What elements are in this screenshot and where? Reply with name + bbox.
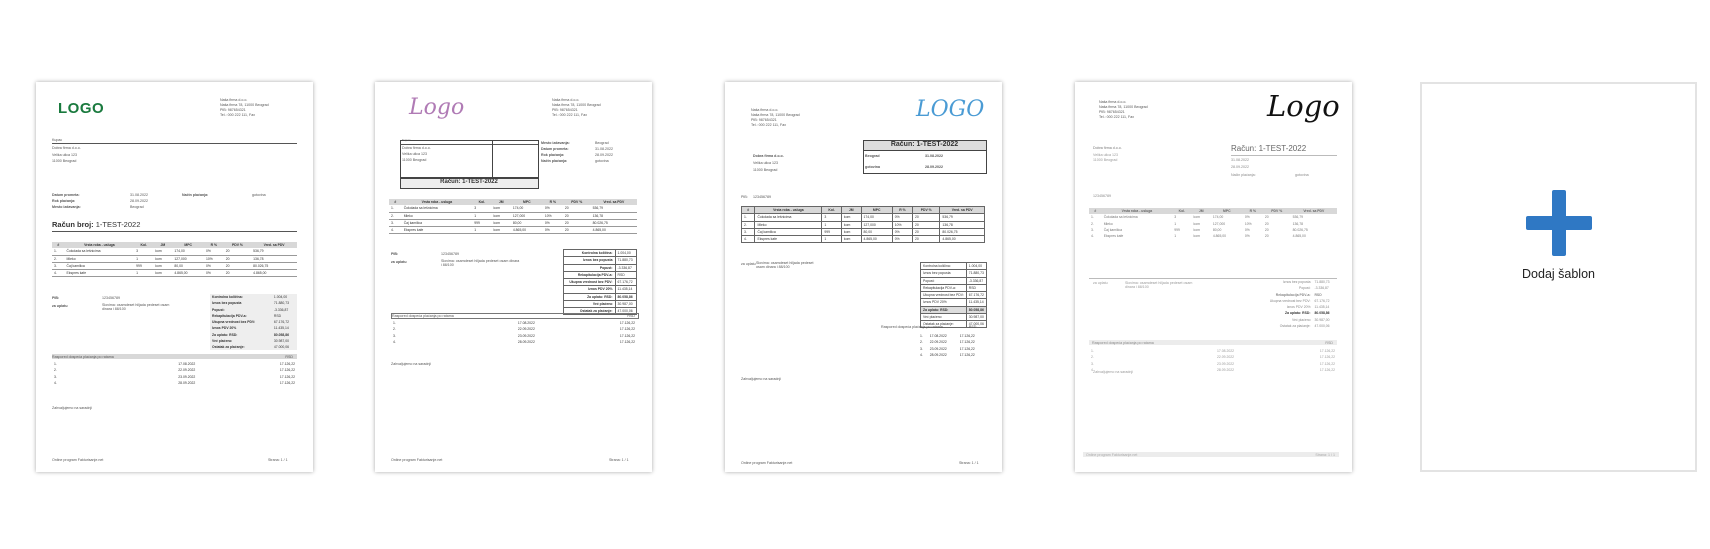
- totals-table: Iznos bez popusta 71.880,73 Popust: -3.336,87 Rekapitulacija PDV-a: RSD Ukupna vrednost bez PDV: 67.176,72 Iznos PDV 20% 11.435,14 Za uplatu: RSD: 80.058,86 Već plaćeno 30.987,00 Ostatak za plaćanje: 47.000,06: [1269, 280, 1330, 328]
- buyer-street: Velika ulica 123: [402, 152, 427, 156]
- due-label: Rok plaćanja:: [541, 153, 565, 157]
- buyer-name: Dobra firma d.o.o.: [402, 146, 431, 150]
- date-value: 31.08.2022: [130, 193, 148, 197]
- table-row: 4. Ekspres kafe 1 kom 4.865,00 0% 20 4.865,00: [52, 270, 297, 277]
- template-card-1[interactable]: [36, 82, 313, 472]
- footer-text: Online program Fakturisanje.net: [741, 461, 793, 465]
- due-label: Rok plaćanja:: [52, 199, 76, 203]
- note-label: za uplatu: [391, 260, 407, 264]
- template-card-3[interactable]: [725, 82, 1002, 472]
- page-number: Strana: 1 / 1: [1315, 452, 1335, 457]
- buyer-label: Kupac: [402, 138, 411, 142]
- place-label: Mesto izdavanja:: [52, 205, 81, 209]
- table-row: 3. Čaj kamilica 999 kom 80,00 0% 20 80.026,75: [52, 262, 297, 269]
- seller-address: Naša firma 78, 11000 Beograd: [552, 103, 601, 107]
- table-row: 2. Mleko 1 kom 127,000 10% 20 136,78: [52, 255, 297, 262]
- footer-text: Online program Fakturisanje.net: [1086, 452, 1138, 457]
- place-value: Beograd: [130, 205, 144, 209]
- template-preview-1: [36, 82, 313, 472]
- due-value: 28.09.2022: [1231, 165, 1249, 169]
- seller-name: Naša firma d.o.o.: [751, 108, 779, 112]
- note-label: za uplatu: [741, 262, 756, 266]
- seller-pib: PIB: 987654321: [751, 118, 777, 122]
- seller-tel: Tel.: 000 222 111, Fax: [220, 113, 256, 117]
- note-value: Slovima: osamdeset hiljada pedeset osam dinara i 88/100: [441, 259, 520, 268]
- items-table: # Vrsta roba - usluga Kol. JM MPC R % PDV % Vred. sa PDV 1. Čokolada sa lešnicima 3 kom 174,00 0% 20 536,79 2. Mleko 1 kom 127,000 10% 20 136,78 3. Čaj kamilica 999 kom 80,00 0% 20 80.026,75 4. Ekspres kafe 1 kom 4.865,00 0% 20 4.865,00: [741, 206, 985, 243]
- table-row: 2. Mleko 1 kom 127,000 10% 20 136,78: [742, 221, 985, 228]
- template-preview-4: [1075, 82, 1352, 472]
- company-logo: LOGO: [916, 97, 985, 122]
- date-value: 31.08.2022: [925, 154, 943, 158]
- buyer-street: Velika ulica 123: [52, 153, 77, 157]
- installments-table: 1. 17.08.2022 17.126,22 2. 22.09.2022 17.126,22 3. 23.09.2022 17.126,22 4. 28.09.2022 17.126,22: [393, 321, 635, 344]
- plus-icon[interactable]: [1526, 190, 1592, 256]
- installments-header: Raspored dospeća plaćanja po ratama RSD: [391, 313, 639, 319]
- installments-table: 1. 17.08.2022 17.126,22 2. 22.09.2022 17.126,22 3. 23.09.2022 17.126,22 4. 28.09.2022 17.126,22: [920, 334, 975, 357]
- place-value: Beograd: [595, 141, 609, 145]
- table-row: 3. Čaj kamilica 999 kom 80,00 0% 20 80.026,75: [1091, 227, 1308, 232]
- note-value: Slovima: osamdeset hiljada pedeset osam dinara i 88/100: [102, 303, 170, 312]
- due-value: 28.09.2022: [925, 165, 943, 169]
- place-value: Beograd: [865, 154, 880, 158]
- date-value: 31.08.2022: [595, 147, 613, 151]
- buyer-name: Dobra firma d.o.o.: [52, 146, 81, 150]
- company-logo: LOGO: [58, 100, 105, 117]
- pay-label: Način plaćanja:: [182, 193, 209, 197]
- installments-header: Raspored dospeća plaćanja po ratama RSD: [52, 354, 297, 359]
- seller-tel: Tel.: 000 222 111, Fax: [751, 123, 787, 127]
- footer-text: Online program Fakturisanje.net: [52, 458, 104, 462]
- note-value: Slovima: osamdeset hiljada pedeset osam dinara i 88/100: [1125, 281, 1193, 290]
- date-label: Datum prometa:: [52, 193, 80, 197]
- thanks-text: Zahvaljujemo na saradnji: [52, 406, 92, 410]
- buyer-city: 11000 Beograd: [52, 159, 77, 163]
- note-label: za uplatu: [52, 304, 68, 308]
- seller-name: Naša firma d.o.o.: [220, 98, 248, 102]
- buyer-city: 11000 Beograd: [753, 168, 778, 172]
- thanks-text: Zahvaljujemo na saradnji: [741, 377, 781, 381]
- invoice-title: Račun broj: 1-TEST-2022: [52, 220, 141, 229]
- buyer-pib-value: 123456789: [1093, 194, 1111, 198]
- table-row: 3. Čaj kamilica 999 kom 80,00 0% 20 80.026,75: [389, 219, 637, 226]
- buyer-name: Dobra firma d.o.o.: [753, 154, 784, 158]
- buyer-city: 11000 Beograd: [402, 158, 427, 162]
- seller-name: Naša firma d.o.o.: [552, 98, 580, 102]
- company-logo: Logo: [1267, 89, 1340, 123]
- due-value: 28.09.2022: [130, 199, 148, 203]
- thanks-text: Zahvaljujemo na saradnji: [391, 362, 431, 366]
- installments-header: Raspored dospeća plaćanja po ratama RSD: [881, 325, 977, 329]
- template-card-2[interactable]: [375, 82, 652, 472]
- installments-table: 1. 17.08.2022 17.126,22 2. 22.09.2022 17.126,22 3. 23.09.2022 17.126,22 4. 28.09.2022 17.126,22: [1091, 349, 1335, 372]
- table-row: 4. Ekspres kafe 1 kom 4.865,00 0% 20 4.865,00: [1091, 234, 1306, 238]
- totals-table: Kontrolna količina: 1.004,00 Iznos bez popusta 71.880,73 Popust: -3.336,87 Rekapitulacija PDV-a: RSD Ukupna vrednost bez PDV: 67.176,72 Iznos PDV 20% 11.435,14 Za uplatu: RSD: 80.058,86 Već plaćeno 30.987,00 Ostatak za plaćanje: 47.000,06: [210, 294, 297, 350]
- buyer-name: Dobra firma d.o.o.: [1093, 146, 1122, 150]
- add-template-card[interactable]: [1420, 82, 1697, 472]
- seller-address: Naša firma 78, 11000 Beograd: [220, 103, 269, 107]
- totals-table: Kontrolna količina: 1.004,00 Iznos bez popusta 71.880,73 Popust: -3.336,87 Rekapitulacija PDV-a: RSD Ukupna vrednost bez PDV: 67.176,72 Iznos PDV 20% 11.435,14 Za uplatu: RSD: 80.058,86 Već plaćeno 30.987,00 Ostatak za plaćanje: 47.000,06: [920, 262, 987, 328]
- buyer-street: Velika ulica 123: [753, 161, 778, 165]
- items-table: # Vrsta roba - usluga Kol. JM MPC R % PDV % Vred. sa PDV 1. Čokolada sa lešnicima 3 kom 174,00 0% 20 536,79 2. Mleko 1 kom 127,000 10% 20 136,78 3. Čaj kamilica 999 kom 80,00 0% 20 80.026,75 4. Ekspres kafe 1 kom 4.865,00 0% 20 4.865,00: [52, 242, 297, 277]
- buyer-pib-value: 123456789: [753, 195, 771, 199]
- note-value: Slovima: osamdeset hiljada pedeset osam dinara i 88/100: [756, 261, 814, 270]
- installments-table: 1. 17.08.2022 17.126,22 2. 22.09.2022 17.126,22 3. 23.09.2022 17.126,22 4. 28.09.2022 17.126,22: [54, 362, 295, 385]
- add-template-label[interactable]: Dodaj šablon: [1522, 267, 1595, 281]
- table-row: 1. Čokolada sa lešnicima 3 kom 174,00 0% 20 536,79: [742, 214, 985, 221]
- page-number: Strana: 1 / 1: [268, 458, 288, 462]
- buyer-pib-label: PIB:: [52, 296, 60, 300]
- invoice-title: Račun: 1-TEST-2022: [890, 141, 959, 148]
- items-table: # Vrsta roba - usluga Kol. JM MPC R % PDV % Vred. sa PDV 1. Čokolada sa lešnicima 3 kom 174,00 0% 20 536,79 2. Mleko 1 kom 127,000 10% 20 136,78 3. Čaj kamilica 999 kom 80,00 0% 20 80.026,75 4. Ekspres kafe 1 kom 4.865,00 0% 20 4.865,00: [389, 199, 637, 234]
- template-preview-2: [375, 82, 652, 472]
- date-value: 31.08.2022: [1231, 158, 1249, 162]
- page-number: Strana: 1 / 1: [609, 458, 629, 462]
- buyer-pib-label: PIB:: [391, 252, 399, 256]
- totals-table: Kontrolna količina: 1.004,00 Iznos bez popusta 71.880,73 Popust: -3.336,87 Rekapitulacija PDV-a: RSD Ukupna vrednost bez PDV: 67.176,72 Iznos PDV 20% 11.435,14 Za uplatu: RSD: 80.058,86 Već plaćeno 30.987,00 Ostatak za plaćanje: 47.000,06: [563, 249, 637, 315]
- pay-value: gotovina: [1295, 173, 1309, 177]
- seller-pib: PIB: 987654321: [552, 108, 578, 112]
- seller-pib: PIB: 987654321: [1099, 110, 1125, 114]
- buyer-label: Kupac: [52, 138, 63, 142]
- template-preview-3: [725, 82, 1002, 472]
- buyer-pib-label: PIB:: [741, 195, 748, 199]
- buyer-pib-value: 123456789: [441, 252, 459, 256]
- template-card-4[interactable]: [1075, 82, 1352, 472]
- pay-label: Način plaćanja:: [1231, 173, 1256, 177]
- buyer-pib-value: 123456789: [102, 296, 120, 300]
- table-row: 2. Mleko 1 kom 127,000 10% 20 136,78: [389, 212, 637, 219]
- pay-value: gotovina: [252, 193, 266, 197]
- seller-address: Naša firma 78, 11000 Beograd: [1099, 105, 1148, 109]
- page-number: Strana: 1 / 1: [959, 461, 979, 465]
- table-row: 1. Čokolada sa lešnicima 3 kom 174,00 0% 20 536,79: [1091, 215, 1303, 220]
- pay-value: gotovina: [865, 165, 880, 169]
- place-label: Mesto izdavanja:: [541, 141, 570, 145]
- note-label: za uplatu: [1093, 281, 1108, 285]
- company-logo: Logo: [409, 95, 465, 120]
- due-value: 28.09.2022: [595, 153, 613, 157]
- table-row: 4. Ekspres kafe 1 kom 4.865,00 0% 20 4.865,00: [742, 236, 985, 243]
- seller-address: Naša firma 78, 11000 Beograd: [751, 113, 800, 117]
- invoice-title: Račun: 1-TEST-2022: [440, 179, 498, 185]
- thanks-text: Zahvaljujemo na saradnji: [1093, 370, 1133, 374]
- table-row: 1. Čokolada sa lešnicima 3 kom 174,00 0% 20 536,79: [389, 205, 637, 212]
- invoice-title: Račun: 1-TEST-2022: [1231, 144, 1307, 153]
- table-row: 2. Mleko 1 kom 127,000 10% 20 136,78: [1091, 221, 1303, 226]
- items-table: # Vrsta roba - usluga Kol. JM MPC R % PDV % Vred. sa PDV 1. Čokolada sa lešnicima 3 kom 174,00 0% 20 536,79 2. Mleko 1 kom 127,000 10% 20 136,78 3. Čaj kamilica 999 kom 80,00 0% 20 80.026,75 4. Ekspres kafe 1 kom 4.865,00 0% 20 4.865,00: [1089, 208, 1337, 239]
- seller-tel: Tel.: 000 222 111, Fax: [552, 113, 588, 117]
- pay-label: Način plaćanja:: [541, 159, 568, 163]
- buyer-city: 11000 Beograd: [1093, 158, 1118, 162]
- seller-tel: Tel.: 000 222 111, Fax: [1099, 115, 1135, 119]
- table-row: 4. Ekspres kafe 1 kom 4.865,00 0% 20 4.865,00: [389, 227, 637, 234]
- footer-bar: [1083, 452, 1339, 457]
- seller-name: Naša firma d.o.o.: [1099, 100, 1127, 104]
- pay-value: gotovina: [595, 159, 609, 163]
- installments-header: Raspored dospeća plaćanja po ratama RSD: [1089, 340, 1337, 345]
- table-row: 1. Čokolada sa lešnicima 3 kom 174,00 0% 20 536,79: [52, 248, 297, 255]
- buyer-street: Velika ulica 123: [1093, 153, 1118, 157]
- seller-pib: PIB: 987654321: [220, 108, 246, 112]
- footer-text: Online program Fakturisanje.net: [391, 458, 443, 462]
- table-row: 3. Čaj kamilica 999 kom 80,00 0% 20 80.026,75: [742, 228, 985, 235]
- date-label: Datum prometa:: [541, 147, 569, 151]
